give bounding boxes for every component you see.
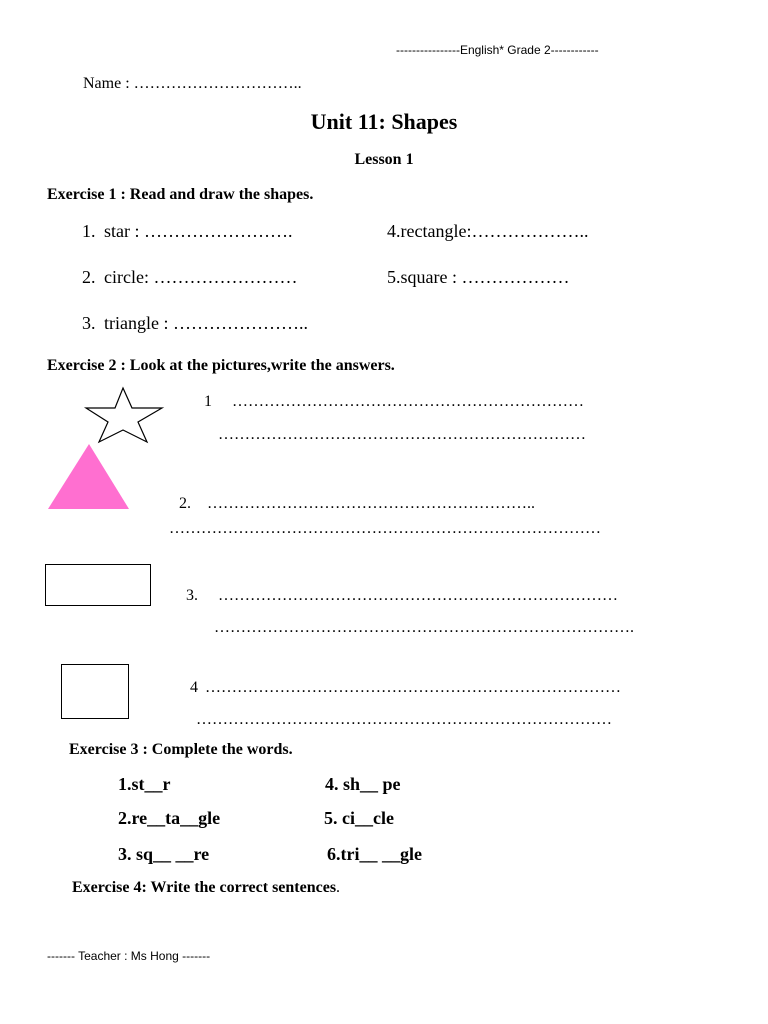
exercise-2-answer-3-line-1: ………………………………………………………………… <box>218 587 618 604</box>
exercise-1-heading: Exercise 1 : Read and draw the shapes. <box>47 186 314 203</box>
item-text: circle: …………………… <box>104 267 298 287</box>
exercise-2-answer-2-line-1: …………………………………………………….. <box>207 495 535 512</box>
square-shape <box>61 664 129 719</box>
page-header: ----------------English* Grade 2------------ <box>396 43 599 57</box>
exercise-2-answer-4-line-2: …………………………………………………………………… <box>196 711 612 728</box>
exercise-1-item-rectangle <box>387 221 588 242</box>
rectangle-shape <box>45 564 151 606</box>
exercise-1-item-star <box>82 221 293 242</box>
exercise-2-answer-2-number: 2. <box>179 495 191 512</box>
item-text: rectangle:……………….. <box>400 221 589 241</box>
item-text: triangle : ………………….. <box>104 313 308 333</box>
exercise-1-item-circle <box>82 267 297 288</box>
exercise-2-answer-4-line-1: …………………………………………………………………… <box>205 679 621 696</box>
exercise-4-heading <box>72 879 340 897</box>
triangle-shape <box>47 444 131 510</box>
exercise-3-word-3: 3. sq__ __re <box>118 844 210 864</box>
exercise-2-answer-3-line-2: ……………………………………………………………………. <box>214 619 634 636</box>
exercise-2-answer-4-number: 4 <box>190 679 198 696</box>
exercise-2-answer-1-line-1: ………………………………………………………… <box>232 393 584 410</box>
exercise-2-heading: Exercise 2 : Look at the pictures,write the answers. <box>47 357 395 374</box>
exercise-3-word-1: 1.st__r <box>118 774 171 794</box>
item-number: 4. <box>387 221 401 241</box>
exercise-3-word-6: 6.tri__ __gle <box>327 844 422 864</box>
lesson-subtitle: Lesson 1 <box>354 151 414 168</box>
item-text: square : ……………… <box>400 267 570 287</box>
name-line: Name : ………………………….. <box>83 75 302 92</box>
exercise-4-heading-text: Exercise 4: Write the correct sentences <box>72 879 337 896</box>
exercise-2-answer-1-number: 1 <box>204 393 212 410</box>
star-shape <box>84 386 164 444</box>
item-text: star : ……………………. <box>104 221 293 241</box>
exercise-2-answer-3-number: 3. <box>186 587 198 604</box>
item-number: 3. <box>82 313 96 333</box>
item-number: 2. <box>82 267 96 287</box>
exercise-1-item-triangle <box>82 313 308 334</box>
exercise-2-answer-1-line-2: …………………………………………………………… <box>218 426 586 443</box>
exercise-2-answer-2-line-2: ……………………………………………………………………… <box>169 520 601 537</box>
item-number: 5. <box>387 267 401 287</box>
exercise-3-heading: Exercise 3 : Complete the words. <box>69 741 293 758</box>
page-title: Unit 11: Shapes <box>310 109 458 134</box>
exercise-3-word-5: 5. ci__cle <box>324 808 394 828</box>
item-number: 1. <box>82 221 96 241</box>
exercise-1-item-square <box>387 267 569 288</box>
exercise-4-heading-period: . <box>336 879 341 896</box>
exercise-3-word-4: 4. sh__ pe <box>325 774 401 794</box>
exercise-3-word-2: 2.re__ta__gle <box>118 808 221 828</box>
page-footer: ------- Teacher : Ms Hong ------- <box>47 949 211 963</box>
